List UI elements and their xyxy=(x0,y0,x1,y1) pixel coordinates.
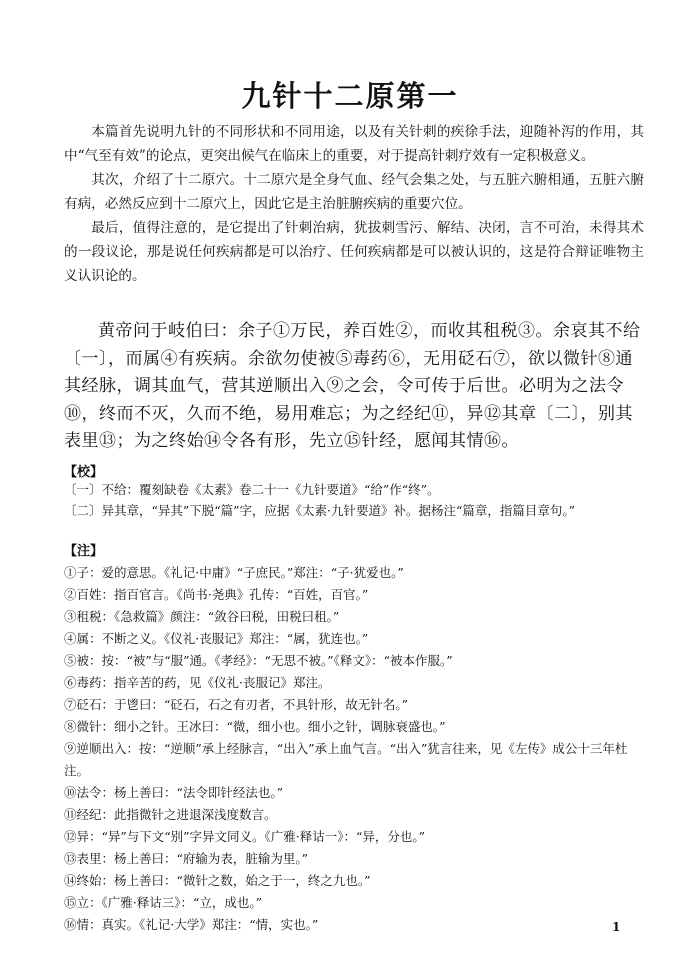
classic-text xyxy=(64,318,644,456)
collation-notes xyxy=(64,481,644,523)
annotation-note-6: ⑥毒药：指辛苦的药，见《仪礼·丧服记》郑注。 xyxy=(64,675,331,690)
chapter-title: 九针十二原第一 xyxy=(241,79,459,113)
collation-heading: 【校】 xyxy=(64,465,104,480)
annotation-note-10: ⑩法令：杨上善曰：“法令即针经法也。” xyxy=(64,785,284,800)
collation-note-2: 〔二〕异其章，“异其”下脱“篇”字，应据《太素·九针要道》补。据杨注“篇章，指篇目章句。” xyxy=(64,503,576,518)
intro-paragraph-1: 本篇首先说明九针的不同形状和不同用途，以及有关针刺的疾徐手法，迎随补泻的作用，其中“气至有效”的论点，更突出候气在临床上的重要，对于提高针刺疗效有一定积极意义。 xyxy=(64,124,644,164)
annotation-note-16: ⑯情：真实。《礼记·大学》郑注：“情，实也。” xyxy=(64,917,319,932)
annotation-note-8: ⑧微针：细小之针。王冰曰：“微，细小也。细小之针，调脉衰盛也。” xyxy=(64,719,446,734)
annotation-note-14: ⑭终始：杨上善曰：“微针之数，始之于一，终之九也。” xyxy=(64,873,371,888)
page-number: 1 xyxy=(612,920,621,934)
annotation-note-9: ⑨逆顺出入：按：“逆顺”承上经脉言，“出入”承上血气言。“出入”犹言往来，见《左传》成公十三年杜注。 xyxy=(64,741,628,778)
annotation-note-15: ⑮立：《广雅·释诂三》：“立，成也。” xyxy=(64,895,263,910)
annotation-note-3: ③租税：《急救篇》颜注：“敛谷曰税，田税曰租。” xyxy=(64,609,340,624)
intro-paragraph-3: 最后，值得注意的，是它提出了针刺治病，犹拔刺雪污、解结、决闭，言不可治，未得其术的一段议论，那是说任何疾病都是可以治疗、任何疾病都是可以被认识的，这是符合辩证唯物主义认识论的。 xyxy=(64,220,644,284)
annotation-note-13: ⑬表里：杨上善曰：“府输为表，脏输为里。” xyxy=(64,851,309,866)
collation-note-1: 〔一〕不给：覆刻缺卷《太素》卷二十一《九针要道》“给”作“终”。 xyxy=(64,482,440,497)
intro-section xyxy=(64,120,644,288)
intro-paragraph-2: 其次，介绍了十二原穴。十二原穴是全身气血、经气会集之处，与五脏六腑相通，五脏六腑有病，必然反应到十二原穴上，因此它是主治脏腑疾病的重要穴位。 xyxy=(64,172,644,212)
annotation-note-11: ⑪经纪：此指微针之进退深浅度数言。 xyxy=(64,807,277,822)
annotation-notes xyxy=(64,562,644,936)
annotation-note-2: ②百姓：指百官言。《尚书·尧典》孔传：“百姓，百官。” xyxy=(64,587,369,602)
annotation-note-4: ④属：不断之义。《仪礼·丧服记》郑注：“属，犹连也。” xyxy=(64,631,369,646)
annotation-note-12: ⑫异：“异”与下文“别”字异文同义。《广雅·释诂一》：“异，分也。” xyxy=(64,829,426,844)
annotation-note-1: ①子：爱的意思。《礼记·中庸》“子庶民。”郑注：“子·犹爱也。” xyxy=(64,565,404,580)
annotation-note-7: ⑦砭石：于鬯曰：“砭石，石之有刃者，不具针形，故无针名。” xyxy=(64,697,409,712)
classic-text-paragraph: 黄帝问于岐伯曰：余子①万民，养百姓②，而收其租税③。余哀其不给〔一〕，而属④有疾病。余欲勿使被⑤毒药⑥，无用砭石⑦，欲以微针⑧通其经脉，调其血气，营其逆顺出入⑨之会，令可传于后世。必明为之法令⑩，终而不灭，久而不绝，易用难忘；为之经纪⑪，异⑫其章〔二〕，别其表里⑬；为之终始⑭令各有形，先立⑮针经，愿闻其情⑯。 xyxy=(64,321,641,451)
annotation-heading: 【注】 xyxy=(64,544,104,559)
annotation-note-5: ⑤被：按：“被”与“服”通。《孝经》：“无思不被。”《释文》：“被本作服。” xyxy=(64,653,453,668)
